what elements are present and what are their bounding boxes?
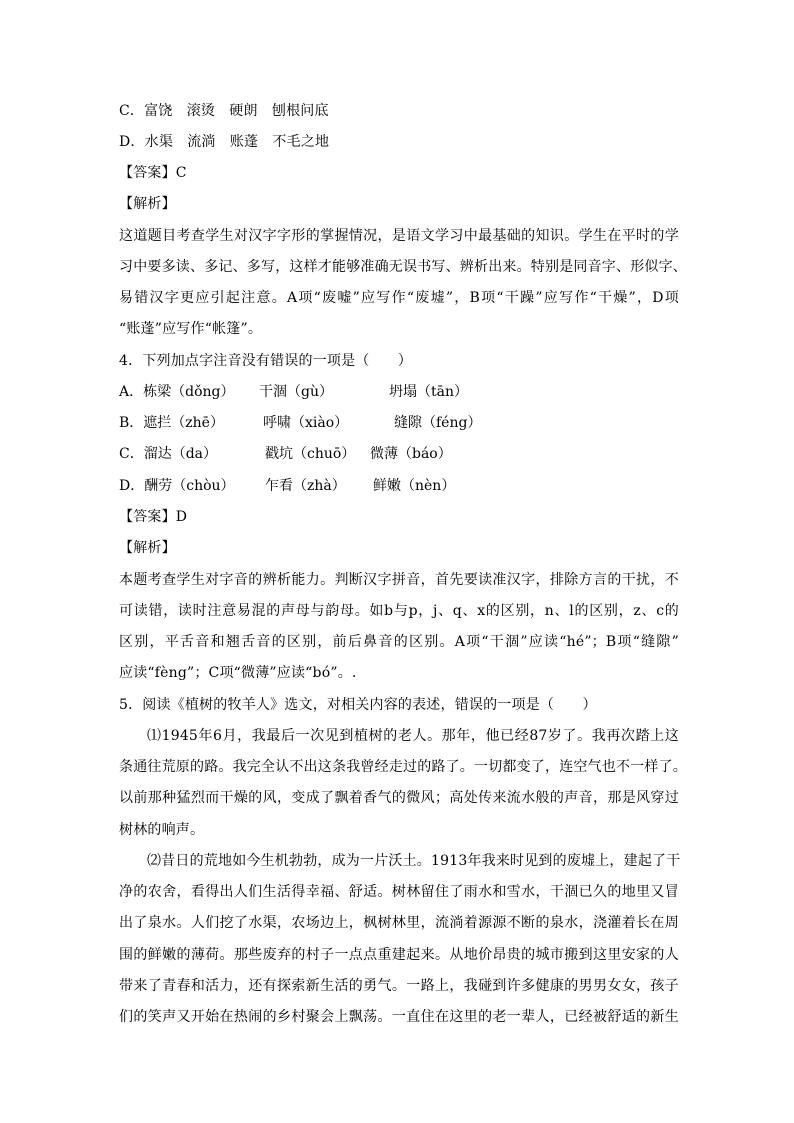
q4-option-c-word-2: 戳坑（chuō） bbox=[265, 446, 356, 462]
q4-option-a bbox=[119, 382, 679, 402]
q5-para2-line-1: ⑵昔日的荒地如今生机勃勃，成为一片沃土。1913年我来时见到的废墟上，建起了干 bbox=[147, 853, 681, 869]
q3-option-d: D．水渠 流淌 账蓬 不毛之地 bbox=[119, 134, 330, 150]
q5-para2-line-6: 们的笑声又开始在热闹的乡村聚会上飘荡。一直住在这里的老一辈人，已经被舒适的新生 bbox=[119, 1009, 679, 1025]
q4-analysis-line-2: 可读错，读时注意易混的声母与韵母。如b与p，j、q、x的区别，n、l的区别，z、c的 bbox=[119, 603, 679, 619]
q5-para1-line-2: 条通往荒原的路。我完全认不出这条我曾经走过的路了。一切都变了，连空气也不一样了。 bbox=[119, 759, 687, 775]
q4-option-b-word-1: B．遮拦（zhē） bbox=[119, 415, 224, 431]
q5-para1-line-1: ⑴1945年6月，我最后一次见到植树的老人。那年，他已经87岁了。我再次踏上这 bbox=[147, 728, 679, 744]
q4-analysis-line-1: 本题考查学生对字音的辨析能力。判断汉字拼音，首先要读准汉字，排除方言的干扰，不 bbox=[119, 572, 679, 588]
q4-option-c-word-1: C．溜达（da） bbox=[119, 446, 218, 462]
q5-para2-line-2: 净的农舍，看得出人们生活得幸福、舒适。树林留住了雨水和雪水，干涸已久的地里又冒 bbox=[119, 884, 679, 900]
q5-para2-line-3: 出了泉水。人们挖了水渠，农场边上，枫树林里，流淌着源源不断的泉水，浇灌着长在周 bbox=[119, 915, 679, 931]
q3-analysis-line-4: “账蓬”应写作“帐篷”。 bbox=[119, 321, 263, 337]
q3-answer: 【答案】C bbox=[119, 165, 187, 181]
q4-title: 4．下列加点字注音没有错误的一项是（ ） bbox=[119, 353, 413, 369]
q4-answer: 【答案】D bbox=[119, 509, 188, 525]
q4-option-b-word-2: 呼啸（xiào） bbox=[263, 415, 349, 431]
q4-option-d-word-2: 乍看（zhà） bbox=[265, 478, 346, 494]
q5-para1-line-4: 树林的响声。 bbox=[119, 822, 205, 838]
q3-analysis-line-3: 易错汉字更应引起注意。A项“废嘘”应写作“废墟”，B项“干躁”应写作“干燥”，D项 bbox=[119, 290, 679, 306]
q4-option-d-word-3: 鲜嫩（nèn） bbox=[373, 478, 456, 494]
q4-option-c-word-3: 微薄（báo） bbox=[370, 446, 452, 462]
q4-analysis-title: 【解析】 bbox=[119, 540, 176, 556]
q4-option-a-word-2: 干涸（gù） bbox=[259, 384, 333, 400]
q4-option-c bbox=[119, 444, 679, 464]
q3-option-c: C．富饶 滚烫 硬朗 刨根问底 bbox=[119, 103, 329, 119]
q4-analysis-line-4: 应读“fèng”；C项“微薄”应读“bó”。. bbox=[119, 665, 357, 681]
q4-option-a-word-1: A．栋梁（dǒng） bbox=[119, 384, 235, 400]
q4-option-b-word-3: 缝隙（féng） bbox=[394, 415, 482, 431]
q5-title: 5．阅读《植树的牧羊人》选文，对相关内容的表述，错误的一项是（ ） bbox=[119, 697, 597, 713]
q4-option-d-word-1: D．酬劳（chòu） bbox=[119, 478, 235, 494]
q4-option-d bbox=[119, 476, 679, 496]
q4-option-b bbox=[119, 413, 679, 433]
q3-analysis-title: 【解析】 bbox=[119, 196, 176, 212]
q5-para2-line-5: 带来了青春和活力，还有探索新生活的勇气。一路上，我碰到许多健康的男男女女，孩子 bbox=[119, 978, 679, 994]
q3-analysis-line-1: 这道题目考查学生对汉字字形的掌握情况，是语文学习中最基础的知识。学生在平时的学 bbox=[119, 228, 679, 244]
q4-option-a-word-3: 坍塌（tān） bbox=[389, 384, 468, 400]
q4-analysis-line-3: 区别，平舌音和翘舌音的区别，前后鼻音的区别。A项“干涸”应读“hé”；B项“缝隙” bbox=[119, 634, 679, 650]
q3-analysis-line-2: 习中要多读、多记、多写，这样才能够准确无误书写、辨析出来。特别是同音字、形似字、 bbox=[119, 259, 687, 275]
q5-para1-line-3: 以前那种猛烈而干燥的风，变成了飘着香气的微风；高处传来流水般的声音，那是风穿过 bbox=[119, 790, 679, 806]
q5-para2-line-4: 围的鲜嫩的薄荷。那些废弃的村子一点点重建起来。从地价昂贵的城市搬到这里安家的人 bbox=[119, 947, 679, 963]
